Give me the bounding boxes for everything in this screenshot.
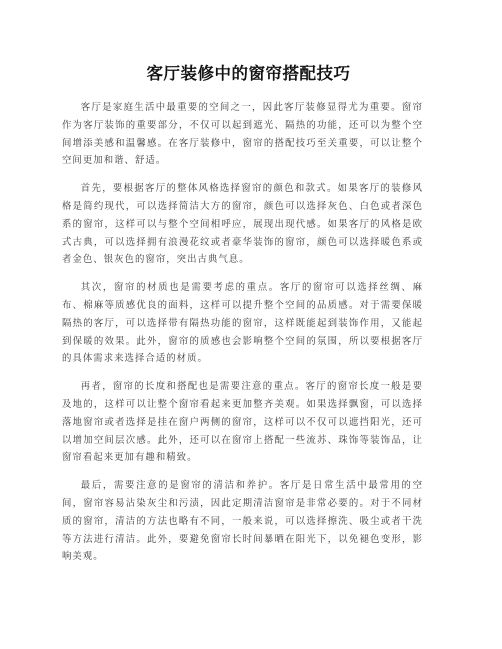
paragraph-2: 首先，要根据客厅的整体风格选择窗帘的颜色和款式。如果客厅的装修风格是简约现代，可以选择简洁大方的窗帘，颜色可以选择灰色、白色或者深色系的窗帘，这样可以与整个空间相呼应，展现出现代感。如果客厅的风格是欧式古典，可以选择拥有浪漫花纹或者豪华装饰的窗帘，颜色可以选择暖色系或者金色、银灰色的窗帘，突出古典气息。 xyxy=(62,183,423,266)
document-body xyxy=(62,99,423,566)
paragraph-3: 其次，窗帘的材质也是需要考虑的重点。客厅的窗帘可以选择丝绸、麻布、棉麻等质感优良的面料，这样可以提升整个空间的品质感。对于需要保暖隔热的客厅，可以选择带有隔热功能的窗帘，这样既能起到装饰作用，又能起到保暖的效果。此外，窗帘的质感也会影响整个空间的氛围，所以要根据客厅的具体需求来选择合适的材质。 xyxy=(62,282,423,365)
paragraph-5: 最后，需要注意的是窗帘的清洁和养护。客厅是日常生活中最常用的空间，窗帘容易沾染灰尘和污渍，因此定期清洁窗帘是非常必要的。对于不同材质的窗帘，清洁的方法也略有不同，一般来说，可以选择擦洗、吸尘或者干洗等方法进行清洁。此外，要避免窗帘长时间暴晒在阳光下，以免褪色变形，影响美观。 xyxy=(62,480,423,563)
paragraph-4: 再者，窗帘的长度和搭配也是需要注意的重点。客厅的窗帘长度一般是要及地的，这样可以让整个窗帘看起来更加整齐美观。如果选择飘窗，可以选择落地窗帘或者选择是挂在窗户两侧的窗帘，这样可以不仅可以遮挡阳光，还可以增加空间层次感。此外，还可以在窗帘上搭配一些流苏、珠饰等装饰品，让窗帘看起来更加有趣和精致。 xyxy=(62,381,423,464)
paragraph-1: 客厅是家庭生活中最重要的空间之一，因此客厅装修显得尤为重要。窗帘作为客厅装饰的重要部分，不仅可以起到遮光、隔热的功能，还可以为整个空间增添美感和温馨感。在客厅装修中，窗帘的搭配技巧至关重要，可以让整个空间更加和谐、舒适。 xyxy=(62,102,423,167)
document-title: 客厅装修中的窗帘搭配技巧 xyxy=(146,64,351,83)
